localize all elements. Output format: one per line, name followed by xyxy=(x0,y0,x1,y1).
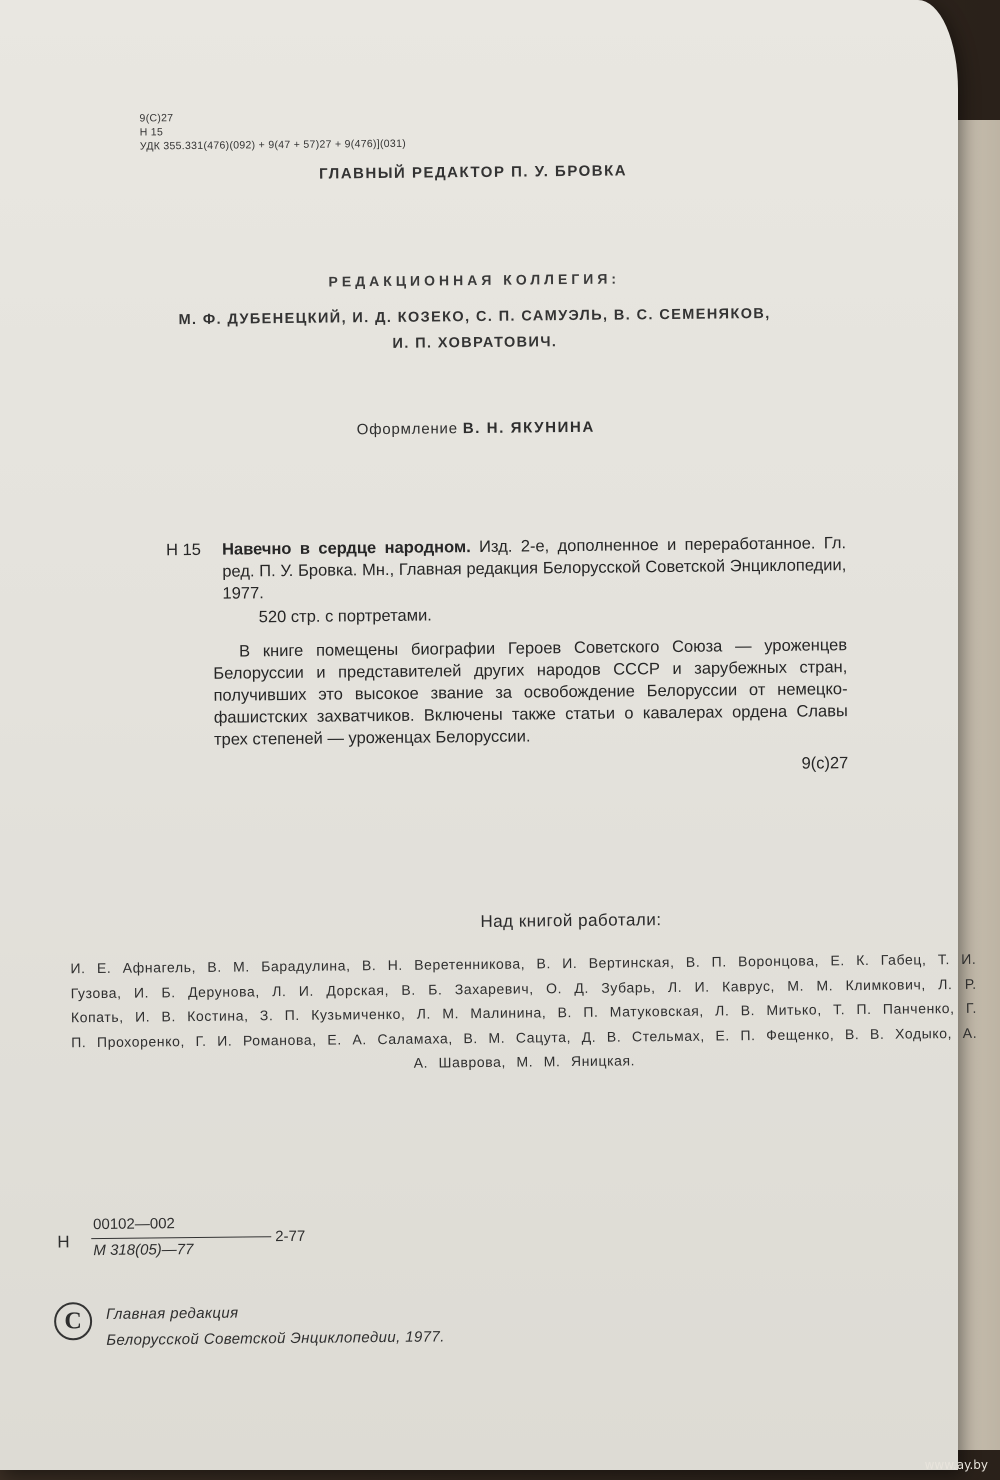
publication-code-suffix: 2-77 xyxy=(275,1227,306,1246)
annotation: В книге помещены биографии Героев Советского Союза — уроженцев Белоруссии и представителей других народов СССР и зарубежных стран, получивших это высокое звание за освобождение Белоруссии от немецко-фашистских захватчиков. Включены также статьи о кавалерах ордена Славы трех степеней — уроженцах Белоруссии. xyxy=(213,636,848,749)
entry-details: Изд. 2-е, дополненное и переработанное. Гл. ред. П. У. Бровка. Мн., Главная редакция Белорусской Советской Энциклопедии, 1977. xyxy=(222,534,847,603)
fraction-bar xyxy=(91,1236,271,1239)
copyright-line: Белорусской Советской Энциклопедии, 1977. xyxy=(106,1328,445,1349)
board-names-line: М. Ф. ДУБЕНЕЦКИЙ, И. Д. КОЗЕКО, С. П. САМУЭЛЬ, В. С. СЕМЕНЯКОВ, xyxy=(178,305,771,329)
copyright-icon: С xyxy=(54,1302,92,1340)
catalog-code-line: 9(С)27 xyxy=(139,112,174,125)
design-label: Оформление xyxy=(356,420,458,439)
designer-name: В. Н. ЯКУНИНА xyxy=(462,418,595,438)
chief-editor: ГЛАВНЫЙ РЕДАКТОР П. У. БРОВКА xyxy=(319,162,628,183)
page-count: 520 стр. с портретами. xyxy=(258,606,432,627)
contributors-list: И. Е. Афнагель, В. М. Барадулина, В. Н. Веретенникова, В. И. Вертинская, В. П. Воронцова, Е. К. Габец, Т. И. Гузова, И. Б. Дерунова, Л. И. Дорская, В. Б. Захаревич, О. Д. Зубарь, Л. И. Каврус, М. М. Климкович, Л. Р. Копать, И. В. Костина, З. П. Кузьмиченко, Л. М. Малинина, В. П. Матуковская, Л. В. Митько, Т. П. Панченко, Г. П. Прохоренко, Г. И. Романова, Е. А. Саламаха, В. М. Сацута, Д. В. Стельмах, Е. П. Фещенко, В. В. Ходыко, А. А. Шаврова, М. М. Яницкая. xyxy=(70,950,978,1071)
entry-body xyxy=(222,532,847,605)
editorial-board-names xyxy=(0,299,954,361)
site-watermark: www.ay.by xyxy=(924,1458,988,1472)
copyright-text xyxy=(106,1298,445,1354)
contributors-title: Над книгой работали: xyxy=(480,910,662,931)
design-credit xyxy=(0,415,955,442)
board-names-line: И. П. ХОВРАТОВИЧ. xyxy=(392,334,558,352)
udc-code-line: УДК 355.331(476)(092) + 9(47 + 57)27 + 9(476)](031) xyxy=(139,137,407,153)
copyright-line: Главная редакция xyxy=(105,1304,239,1323)
publication-code-letter: Н xyxy=(57,1232,70,1252)
publication-code-denominator: М 318(05)—77 xyxy=(93,1241,194,1260)
book-title: Навечно в сердце народном. xyxy=(221,538,471,559)
catalog-codes xyxy=(139,109,406,154)
classification-index: 9(с)27 xyxy=(801,754,849,773)
publication-code-numerator: 00102—002 xyxy=(93,1215,175,1234)
entry-code: Н 15 xyxy=(165,540,202,560)
catalog-code-line: Н 15 xyxy=(139,126,164,139)
editorial-board-title: РЕДАКЦИОННАЯ КОЛЛЕГИЯ: xyxy=(328,270,621,290)
catalog-entry xyxy=(166,532,848,781)
